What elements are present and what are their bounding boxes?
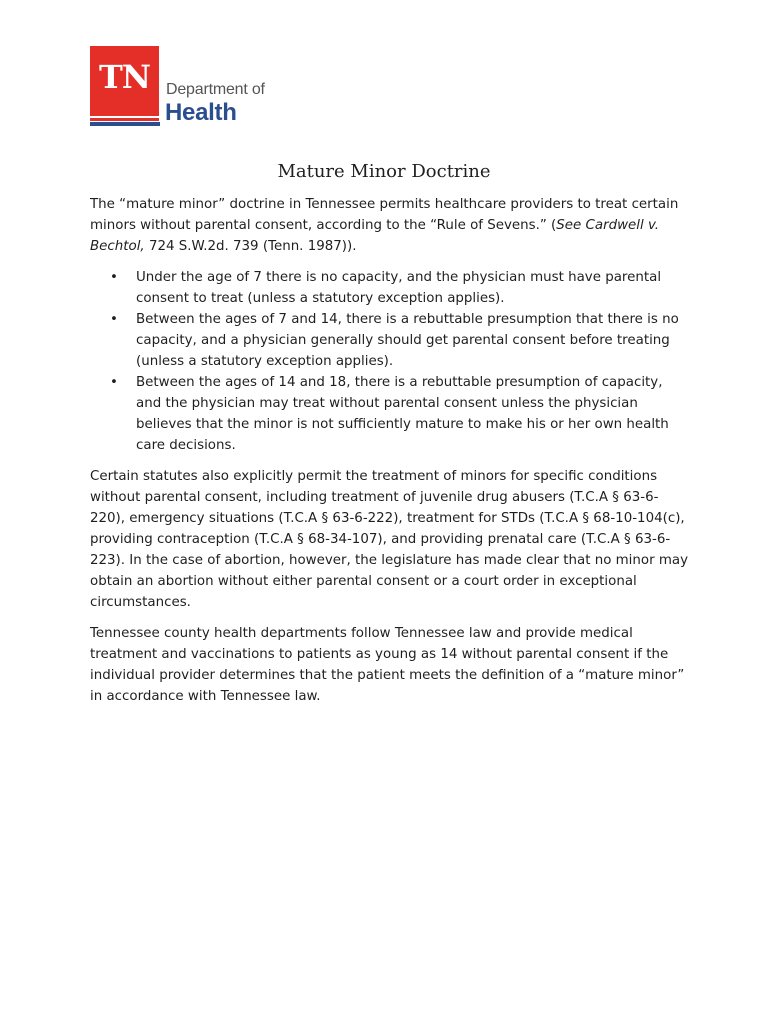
tn-logo-abbr: TN xyxy=(98,58,151,96)
statutes-paragraph: Certain statutes also explicitly permit the treatment of minors for specific conditions without parental consent, including treatment of juvenile drug abusers (T.C.A § 63-6-220), emergency situations (T.C.A § 63-6-222), treatment for STDs (T.C.A § 68-10-104(c), providing contraception (T.C.A § 68-34-107), and providing prenatal care (T.C.A § 63-6-223). In the case of abortion, however, the legislature has made clear that no minor may obtain an abortion without either parental consent or a court order in exceptional circumstances. xyxy=(90,469,689,610)
case-citation: See Cardwell v. Bechtol, xyxy=(90,218,660,254)
rule-of-sevens-list xyxy=(90,267,690,456)
tn-department-of-health-logo xyxy=(90,46,290,128)
bullet-icon: • xyxy=(110,375,118,390)
county-health-paragraph: Tennessee county health departments follow Tennessee law and provide medical treatment and vaccinations to patients as young as 14 without parental consent if the individual provider determines that the patient meets the definition of a “mature minor” in accordance with Tennessee law. xyxy=(90,626,685,704)
logo-stripe-blue xyxy=(90,122,160,126)
bullet-icon: • xyxy=(110,312,118,327)
bullet-icon: • xyxy=(110,270,118,285)
list-item xyxy=(90,309,690,372)
logo-stripe-red xyxy=(90,118,159,121)
logo-health: Health xyxy=(165,99,237,126)
tn-logo-box xyxy=(90,46,159,116)
list-item xyxy=(90,372,690,456)
document-title: Mature Minor Doctrine xyxy=(277,161,491,182)
list-item-text: Between the ages of 14 and 18, there is a rebuttable presumption of capacity, and the physician may treat without parental consent unless the physician believes that the minor is not sufficiently mature to make his or her own health care decisions. xyxy=(136,375,669,453)
intro-text-2: 724 S.W.2d. 739 (Tenn. 1987)). xyxy=(144,239,357,254)
logo-department-of: Department of xyxy=(166,81,265,98)
document-body xyxy=(90,194,690,717)
intro-paragraph xyxy=(90,194,690,257)
list-item-text: Between the ages of 7 and 14, there is a rebuttable presumption that there is no capacity, and a physician generally should get parental consent before treating (unless a statutory exception applies). xyxy=(136,312,679,369)
list-item xyxy=(90,267,690,309)
intro-text-1: The “mature minor” doctrine in Tennessee permits healthcare providers to treat certain minors without parental consent, according to the “Rule of Sevens.” ( xyxy=(90,197,679,233)
list-item-text: Under the age of 7 there is no capacity, and the physician must have parental consent to treat (unless a statutory exception applies). xyxy=(136,270,662,306)
